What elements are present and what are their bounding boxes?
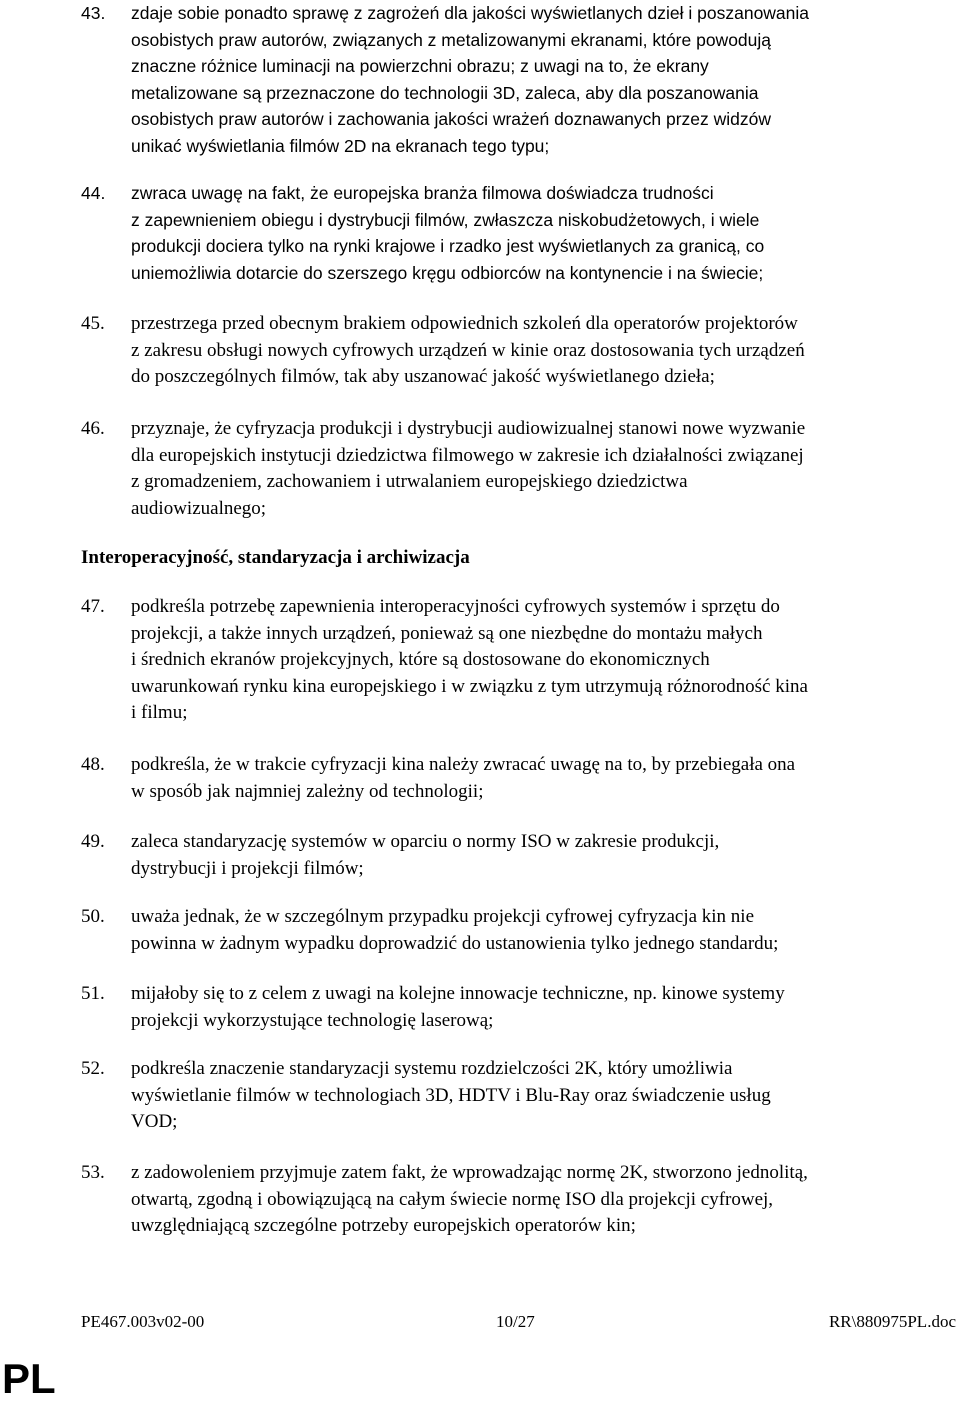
footer-file-name: RR\880975PL.doc <box>828 1312 956 1331</box>
text-line: audiowizualnego; <box>131 497 267 519</box>
paragraph-text <box>131 1056 951 1136</box>
text-line: znaczne różnice luminacji na powierzchni obrazu; z uwagi na to, że ekrany <box>131 56 709 76</box>
paragraph-number: 50. <box>81 906 105 927</box>
text-line: VOD; <box>131 1111 178 1132</box>
paragraph-number: 44. <box>81 183 106 203</box>
text-line: projekcji wykorzystujące technologię laserową; <box>131 1009 494 1031</box>
text-line: dystrybucji i projekcji filmów; <box>131 857 364 879</box>
paragraph-number: 53. <box>81 1162 105 1183</box>
text-line: podkreśla potrzebę zapewnienia interoperacyjności cyfrowych systemów i sprzętu do <box>131 596 780 617</box>
paragraph-text <box>131 1160 951 1240</box>
footer-document-ref: PE467.003v02-00 <box>81 1312 205 1331</box>
paragraph-number: 51. <box>81 983 105 1004</box>
paragraph-text <box>131 594 951 727</box>
text-line: uwzględniającą szczególne potrzeby europejskich operatorów kin; <box>131 1215 636 1236</box>
text-line: dla europejskich instytucji dziedzictwa filmowego w zakresie ich działalności związanej <box>131 444 804 466</box>
paragraph-text <box>131 180 951 286</box>
text-line: podkreśla, że w trakcie cyfryzacji kina należy zwracać uwagę na to, by przebiegała ona <box>131 754 796 775</box>
text-line: do poszczególnych filmów, tak aby uszanować jakość wyświetlanego dzieła; <box>131 366 715 387</box>
paragraph-number: 47. <box>81 596 105 617</box>
text-line: zaleca standaryzację systemów w oparciu o normy ISO w zakresie produkcji, <box>131 831 720 852</box>
paragraph-number: 52. <box>81 1058 105 1079</box>
text-line: wyświetlanie filmów w technologiach 3D, HDTV i Blu-Ray oraz świadczenie usług <box>131 1084 771 1106</box>
text-line: przyznaje, że cyfryzacja produkcji i dystrybucji audiowizualnej stanowi nowe wyzwanie <box>131 418 806 439</box>
paragraph-text <box>131 0 951 159</box>
paragraph-text <box>131 829 951 882</box>
paragraph-number: 45. <box>81 313 105 334</box>
text-line: zwraca uwagę na fakt, że europejska branża filmowa doświadcza trudności <box>131 183 714 203</box>
text-line: zdaje sobie ponadto sprawę z zagrożeń dla jakości wyświetlanych dzieł i poszanowania <box>131 3 810 23</box>
text-line: uważa jednak, że w szczególnym przypadku projekcji cyfrowej cyfryzacja kin nie <box>131 906 755 927</box>
text-line: produkcji dociera tylko na rynki krajowe i rzadko jest wyświetlanych za granicą, co <box>131 236 765 256</box>
text-line: z zapewnieniem obiegu i dystrybucji filmów, zwłaszcza niskobudżetowych, i wiele <box>131 209 760 230</box>
text-line: uwarunkowań rynku kina europejskiego i w związku z tym utrzymują różnorodność kina <box>131 675 808 697</box>
text-line: z zakresu obsługi nowych cyfrowych urządzeń w kinie oraz dostosowania tych urządzeń <box>131 339 805 361</box>
text-line: z zadowoleniem przyjmuje zatem fakt, że wprowadzając normę 2K, stworzono jednolitą, <box>131 1162 808 1183</box>
text-line: przestrzega przed obecnym brakiem odpowiednich szkoleń dla operatorów projektorów <box>131 313 798 334</box>
language-code: PL <box>2 1355 56 1402</box>
paragraph-text <box>131 904 951 957</box>
text-line: uniemożliwia dotarcie do szerszego kręgu odbiorców na kontynencie i na świecie; <box>131 262 764 283</box>
text-line: osobistych praw autorów, związanych z metalizowanymi ekranami, które powodują <box>131 29 772 50</box>
text-line: unikać wyświetlania filmów 2D na ekranach tego typu; <box>131 135 550 156</box>
paragraph-text <box>131 311 951 391</box>
text-line: mijałoby się to z celem z uwagi na kolejne innowacje techniczne, np. kinowe systemy <box>131 983 785 1004</box>
text-line: w sposób jak najmniej zależny od technologii; <box>131 780 484 802</box>
text-line: z gromadzeniem, zachowaniem i utrwalaniem europejskiego dziedzictwa <box>131 471 688 492</box>
section-heading: Interoperacyjność, standaryzacja i archiwizacja <box>81 547 470 568</box>
paragraph-number: 48. <box>81 754 105 775</box>
footer-page-number: 10/27 <box>496 1312 535 1331</box>
text-line: podkreśla znaczenie standaryzacji systemu rozdzielczości 2K, który umożliwia <box>131 1058 733 1079</box>
text-line: powinna w żadnym wypadku doprowadzić do ustanowienia tylko jednego standardu; <box>131 932 779 954</box>
paragraph-number: 43. <box>81 3 106 23</box>
paragraph-text <box>131 416 951 522</box>
paragraph-number: 49. <box>81 831 105 852</box>
paragraph-text <box>131 981 951 1034</box>
text-line: metalizowane są przeznaczone do technologii 3D, zaleca, aby dla poszanowania <box>131 82 759 103</box>
text-line: osobistych praw autorów i zachowania jakości wrażeń doznawanych przez widzów <box>131 109 772 129</box>
paragraph-number: 46. <box>81 418 105 439</box>
text-line: i filmu; <box>131 702 188 723</box>
paragraph-text <box>131 752 951 805</box>
text-line: otwartą, zgodną i obowiązującą na całym świecie normę ISO dla projekcji cyfrowej, <box>131 1188 774 1210</box>
text-line: projekcji, a także innych urządzeń, ponieważ są one niezbędne do montażu małych <box>131 622 763 644</box>
text-line: i średnich ekranów projekcyjnych, które są dostosowane do ekonomicznych <box>131 649 710 670</box>
